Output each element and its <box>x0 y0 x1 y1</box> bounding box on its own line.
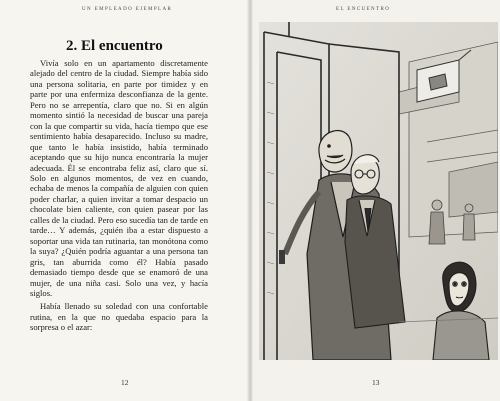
illustration <box>259 22 498 360</box>
illustration-drawing <box>259 22 498 360</box>
body-text <box>30 58 208 370</box>
book-gutter <box>247 0 253 401</box>
page-number-left: 12 <box>121 378 129 387</box>
running-head-right: EL ENCUENTRO <box>336 7 391 12</box>
running-head-left: UN EMPLEADO EJEMPLAR <box>82 7 173 12</box>
paragraph-1: Vivía solo en un apartamento discretamente alejado del centro de la ciudad. Siempre había sido una persona solitaria, en parte por timidez y en parte por una enfermiza desconfianza de la gente. Pero no se arrepentía, claro que no. Si en algún momento sintió la necesidad de buscar una pareja con la que compartir su vida, hacía tiempo que ese sentimiento había desaparecido. Incluso su madre, que tanto le había insistido, había terminado aceptando que su hijo nunca encontraría la mujer adecuada. Él se encontraba feliz así, claro que sí. Solo en algunos momentos, de vez en cuando, echaba de menos la compañía de alguien con quien poder charlar, a quien invitar a tomar despacio un chocolate bien caliente, con quien pasear por las calles de la ciudad. Pero eso sucedía tan de tarde en tarde… Y además, ¿quién iba a estar dispuesto a soportar una vida tan rutinaria, tan monótona como la suya? ¿Quién podría aguantar a una persona tan gris, tan aburrida como él? Había pasado demasiado tiempo desde que se enamoró de una mujer, de una niña casi. Solo una vez, y hacía siglos. <box>30 58 208 298</box>
chapter-title: 2. El encuentro <box>66 38 163 54</box>
paragraph-2: Había llenado su soledad con una confortable rutina, en la que no quedaba espacio para la sorpresa o el azar: <box>30 301 208 333</box>
page-number-right: 13 <box>372 378 380 387</box>
door-handle-icon <box>279 250 285 264</box>
